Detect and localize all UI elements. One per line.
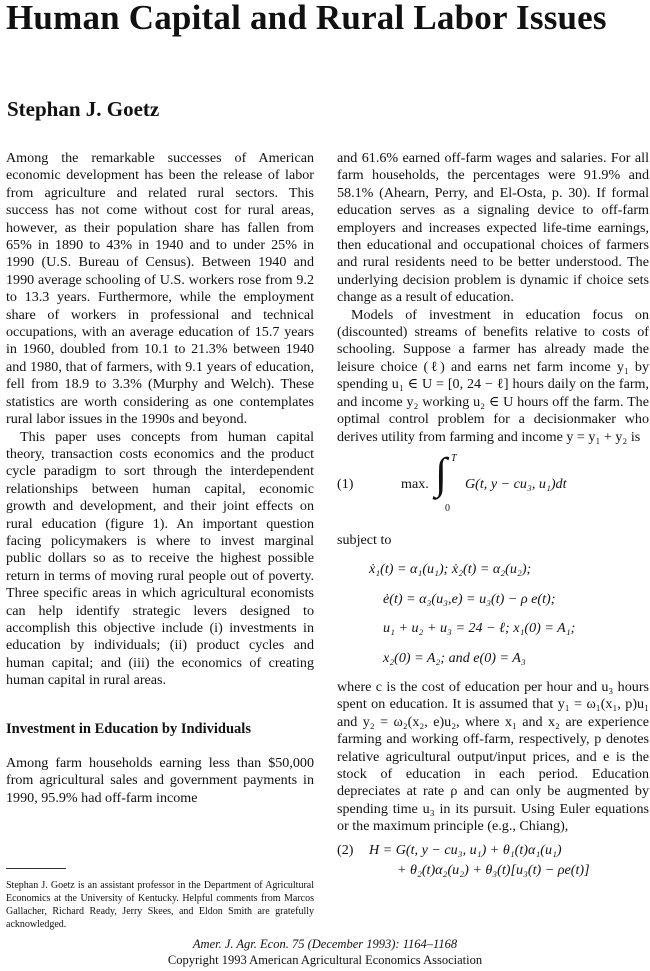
equation-label: (2) [337, 841, 354, 858]
equation-line: H = G(t, y − cu₃, u₁) + θ₁(t)α₁(u₁) [369, 841, 562, 858]
body-paragraph: This paper uses concepts from human capital theory, transaction costs economics and the product cycle paradigm to sort through the interdependent relationships between human capital, economic growth and development, and their joint effects on rural education (figure 1). An important question facing policymakers is where to invest marginal public dollars so as to receive the highest possible return in terms of moving rural people out of poverty. Three specific areas in which agricultural economists can help identify strategic levers designed to accomplish this objective include (i) investments in education by individuals; (ii) product cycles and human capital; and (iii) the economics of creating human capital in rural areas. [6, 428, 314, 689]
author-name: Stephan J. Goetz [7, 97, 160, 121]
constraint-line: ė(t) = α₃(u₃,e) = u₃(t) − ρ e(t); [383, 590, 556, 607]
constraint-line: u₁ + u₂ + u₃ = 24 − ℓ; x₁(0) = A₁; [383, 620, 576, 637]
integral-sign: ∫ [435, 448, 448, 498]
body-paragraph: Among the remarkable successes of American economic development has been the release of labor from agriculture and related rural sectors. This success has not come without cost for rural areas, however, as their population share has fallen from 65% in 1890 to 43% in 1940 and to under 25% in 1990 (U.S. Bureau of Census). Between 1940 and 1990 average schooling of U.S. workers rose from 9.2 to 13.3 years. Furthermore, while the employment share of workers in professional and technical occupations, with an average education of 15.7 years in 1960, doubled from 10.1 to 21.3% between 1940 and 1980, that of farmers, with 9.1 years of education, fell from 18.9 to 3.3% (Murphy and Welch). These statistics are worth considering as one contemplates rural labor issues in the 1990s and beyond. [6, 150, 314, 428]
constraint-line: x₂(0) = A₂; and e(0) = A₃ [383, 649, 526, 666]
footnote-divider [6, 868, 66, 869]
body-paragraph: where c is the cost of education per hour and u₃ hours spent on education. It is assumed that y₁ = ω₁(x₁, p)u₁ and y₂ = ω₂(x₂, e)u₂, where x₁ and x₂ are experience farming and working off-farm, respectively, p denotes relative agricultural output/input prices, and e is the stock of education in each period. Education depreciates at rate ρ and can only be augmented by spending time u₃ in its pursuit. Using Euler equations or the maximum principle (e.g., Chiang), [337, 678, 649, 835]
integrand: G(t, y − cu₃, u₁)dt [465, 475, 567, 492]
section-heading: Investment in Education by Individuals [6, 720, 251, 737]
equation-2 [337, 842, 649, 888]
equation-operator: max. [401, 475, 429, 492]
body-paragraph: and 61.6% earned off-farm wages and salaries. For all farm households, the percentages were 91.9% and 58.1% (Ahearn, Perry, and El-Osta, p. 30). If formal education serves as a signaling device to off-farm employers and increases expected life-time earnings, then educational and occupational choices of farmers and rural residents need to be better understood. The underlying decision problem is dynamic if choice sets change as a result of education. [337, 150, 649, 306]
equation-1 [337, 446, 649, 530]
journal-citation: Amer. J. Agr. Econ. 75 (December 1993): 1164–1168 [192, 937, 458, 951]
paper-title: Human Capital and Rural Labor Issues [6, 0, 607, 37]
constraint-line: ẋ₁(t) = α₁(u₁); ẋ₂(t) = α₂(u₂); [369, 561, 532, 578]
body-paragraph: Models of investment in education focus on (discounted) streams of benefits relative to costs of schooling. Suppose a farmer has already made the leisure choice (ℓ) and earns net farm income y₁ by spending u₁ ∈ U = [0, 24 − ℓ] hours daily on the farm, and income y₂ working u₂ ∈ U hours off the farm. The optimal control problem for a decisionmaker who derives utility from farming and income y = y₁ + y₂ is [337, 306, 649, 445]
body-paragraph: Among farm households earning less than $50,000 from agricultural sales and government payments in 1990, 95.9% had off-farm income [6, 755, 314, 806]
equation-line: + θ₂(t)α₂(u₂) + θ₃(t)[u₃(t) − ρe(t)] [397, 861, 590, 878]
right-column [337, 150, 649, 888]
integral-upper-limit: T [451, 452, 457, 464]
integral-lower-limit: 0 [445, 502, 450, 514]
constraints [337, 561, 649, 667]
author-footnote: Stephan J. Goetz is an assistant professor in the Department of Agricultural Economics at the University of Kentucky. Helpful comments from Marcos Gallacher, Richard Ready, Jerry Skees, and Eldon Smith are gratefully acknowledged. [6, 880, 314, 930]
copyright-line: Copyright 1993 American Agricultural Economics Association [167, 953, 483, 967]
left-column [6, 150, 314, 807]
equation-label: (1) [337, 475, 354, 492]
subject-to-label: subject to [337, 531, 392, 548]
